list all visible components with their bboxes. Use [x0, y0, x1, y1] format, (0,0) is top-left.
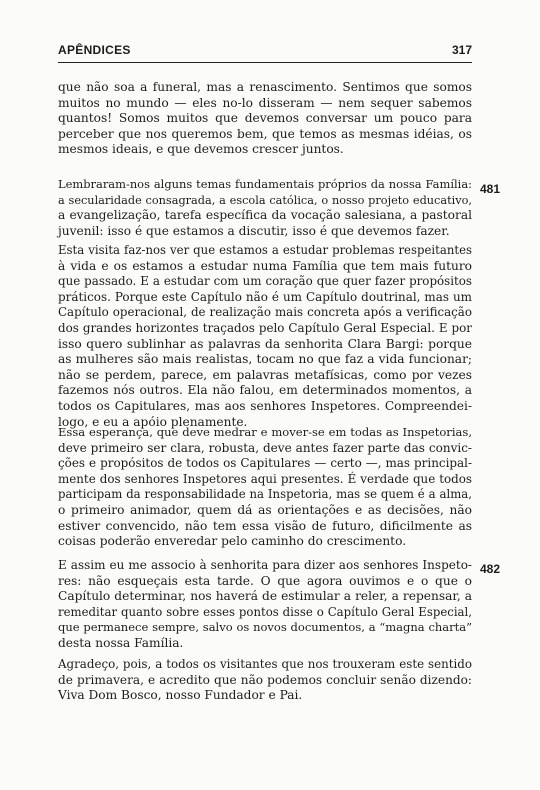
text-line: de primavera, e acredito que não podemos concluir senão dizendo: — [58, 672, 472, 687]
text-line: mesmos ideais, e que devemos crescer juntos. — [58, 142, 344, 157]
paragraph-number: 482 — [480, 562, 501, 576]
text-line: isso quero sublinhar as palavras da senhorita Clara Bargi: porque — [58, 336, 472, 351]
paragraph — [58, 425, 472, 550]
text-line: que permanece sempre, salvo os novos documentos, a “magna charta” — [58, 620, 472, 635]
text-line: Agradeço, pois, a todos os visitantes que nos trouxeram este sentido — [58, 657, 472, 671]
paragraph-number: 481 — [480, 182, 501, 196]
text-line: Esta visita faz-nos ver que estamos a estudar problemas respeitantes — [58, 243, 472, 257]
text-line: quantos! Somos muitos que devemos conversar um pouco para — [58, 111, 472, 126]
text-line: a evangelização, tarefa específica da vocação salesiana, a pastoral — [58, 208, 472, 223]
text-line: as mulheres são mais realistas, tocam no que faz a vida funcionar; — [58, 352, 472, 367]
paragraph-481 — [58, 177, 472, 239]
text-line: à vida e os estamos a estudar numa Família que tem mais futuro — [58, 258, 472, 273]
paragraph — [58, 657, 472, 704]
text-line: coisas poderão enveredar pelo caminho do crescimento. — [58, 534, 407, 549]
paragraph — [58, 243, 472, 430]
text-line: práticos. Porque este Capítulo não é um Capítulo doutrinal, mas um — [58, 289, 472, 304]
text-line: não se perdem, parece, em palavras metafísicas, como por vezes — [58, 367, 472, 382]
text-line: perceber que nos queremos bem, que temos as mesmas idéias, os — [58, 126, 472, 141]
text-line: deve primeiro ser clara, robusta, deve antes fazer parte das convic- — [58, 440, 472, 455]
page-header — [58, 42, 472, 63]
text-line: Essa esperança, que deve medrar e mover-se em todas as Inspetorias, — [58, 425, 472, 439]
text-line: muitos no mundo — eles no-lo disseram — nem sequer sabemos — [58, 95, 472, 110]
paragraph-482 — [58, 558, 472, 652]
text-line: Lembraram-nos alguns temas fundamentais próprios da nossa Família: — [58, 177, 472, 191]
text-line: todos os Capitulares, mas aos senhores Inspetores. Compreendei- — [58, 398, 472, 413]
text-line: estiver convencido, não tem essa visão de futuro, dificilmente as — [58, 518, 472, 533]
text-line: res: não esqueçais esta tarde. O que agora ouvimos e o que o — [58, 573, 472, 588]
text-line: dos grandes horizontes traçados pelo Capítulo Geral Especial. E por — [58, 320, 472, 335]
text-line: juvenil: isso é que estamos a discutir, isso é que devemos fazer. — [58, 223, 450, 238]
text-line: que não soa a funeral, mas a renascimento. Sentimos que somos — [58, 80, 472, 94]
text-line: o primeiro animador, quem dá as orientações e as decisões, não — [58, 502, 472, 517]
text-line: E assim eu me associo à senhorita para dizer aos senhores Inspeto- — [58, 558, 472, 572]
text-line: logo, e eu a apóio plenamente. — [58, 414, 248, 429]
text-line: remeditar quanto sobre esses pontos disse o Capítulo Geral Especial, — [58, 604, 472, 619]
text-line: fazemos nós outros. Ela não falou, em determinados momentos, a — [58, 383, 472, 398]
paragraph-continuation — [58, 80, 472, 158]
running-head: APÊNDICES — [58, 43, 131, 57]
text-line: desta nossa Família. — [58, 635, 184, 650]
text-line: ções e propósitos de todos os Capitulares — certo —, mas principal- — [58, 456, 472, 471]
text-line: participam da responsabilidade na Inspetoria, mas se quem é a alma, — [58, 487, 472, 502]
text-line: a secularidade consagrada, a escola católica, o nosso projeto educativo, — [58, 193, 472, 207]
text-line: Capítulo determinar, nos haverá de estimular a reler, a repensar, a — [58, 589, 472, 604]
text-line: Viva Dom Bosco, nosso Fundador e Pai. — [58, 688, 303, 703]
text-line: Capítulo operacional, de realização mais concreta após a verificação — [58, 305, 472, 320]
text-line: mente dos senhores Inspetores aqui presentes. É verdade que todos — [58, 471, 472, 486]
text-line: que passado. E a estudar com um coração que quer fazer propósitos — [58, 274, 472, 289]
page-number: 317 — [451, 43, 472, 57]
